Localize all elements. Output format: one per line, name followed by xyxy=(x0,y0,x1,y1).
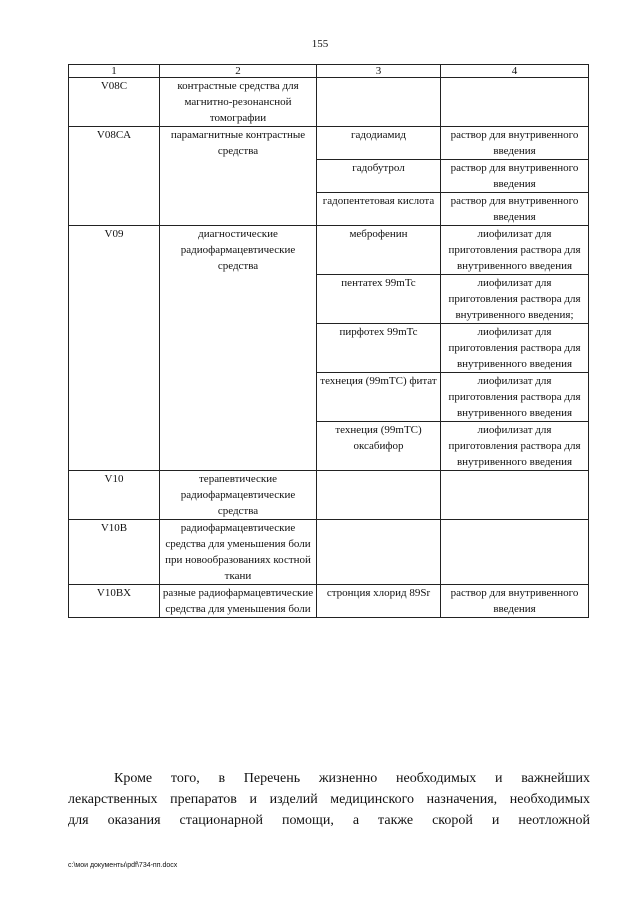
table-header-row xyxy=(69,65,589,78)
pharmacological-group-cell: радиофармацевтические средства для уменьшения боли при новообразованиях костной ткани xyxy=(160,520,317,585)
dosage-form-cell: раствор для внутривенного введения xyxy=(441,585,589,618)
dosage-form-cell xyxy=(441,471,589,520)
column-header: 3 xyxy=(317,65,441,78)
dosage-form-cell: раствор для внутривенного введения xyxy=(441,127,589,160)
atc-code-cell: V08CA xyxy=(69,127,160,226)
drug-name-cell xyxy=(317,78,441,127)
dosage-form-cell xyxy=(441,78,589,127)
table-row xyxy=(69,520,589,585)
drug-name-cell xyxy=(317,520,441,585)
drug-name-cell: пирфотех 99mTc xyxy=(317,324,441,373)
pharmacological-group-cell: контрастные средства для магнитно-резонансной томографии xyxy=(160,78,317,127)
dosage-form-cell: лиофилизат для приготовления раствора для внутривенного введения; xyxy=(441,275,589,324)
dosage-form-cell: лиофилизат для приготовления раствора для внутривенного введения xyxy=(441,373,589,422)
table-row xyxy=(69,471,589,520)
pharmacological-group-cell: разные радиофармацевтические средства для уменьшения боли xyxy=(160,585,317,618)
footer-file-path: c:\мои документы\pdf\734-пп.docx xyxy=(68,862,178,869)
body-paragraph xyxy=(68,768,590,831)
table-row xyxy=(69,127,589,160)
drug-name-cell: технеция (99mTC) фитат xyxy=(317,373,441,422)
paragraph-line: для оказания стационарной помощи, а также скорой и неотложной xyxy=(68,813,590,828)
pharmacological-group-cell: диагностические радиофармацевтические средства xyxy=(160,226,317,471)
paragraph-line: Кроме того, в Перечень жизненно необходимых и важнейших xyxy=(114,771,590,786)
table-row xyxy=(69,226,589,275)
drug-name-cell: гадодиамид xyxy=(317,127,441,160)
pharmacological-group-cell: парамагнитные контрастные средства xyxy=(160,127,317,226)
table-row xyxy=(69,585,589,618)
drug-name-cell: технеция (99mTC) оксабифор xyxy=(317,422,441,471)
drug-name-cell: пентатех 99mTc xyxy=(317,275,441,324)
drug-name-cell: гадобутрол xyxy=(317,160,441,193)
drug-name-cell: меброфенин xyxy=(317,226,441,275)
drug-list-table xyxy=(68,64,589,618)
atc-code-cell: V09 xyxy=(69,226,160,471)
table-row xyxy=(69,78,589,127)
dosage-form-cell: лиофилизат для приготовления раствора для внутривенного введения xyxy=(441,324,589,373)
drug-name-cell xyxy=(317,471,441,520)
column-header: 1 xyxy=(69,65,160,78)
drug-name-cell: гадопентетовая кислота xyxy=(317,193,441,226)
pharmacological-group-cell: терапевтические радиофармацевтические средства xyxy=(160,471,317,520)
dosage-form-cell xyxy=(441,520,589,585)
dosage-form-cell: лиофилизат для приготовления раствора для внутривенного введения xyxy=(441,422,589,471)
atc-code-cell: V10 xyxy=(69,471,160,520)
dosage-form-cell: лиофилизат для приготовления раствора для внутривенного введения xyxy=(441,226,589,275)
page-number: 155 xyxy=(311,38,329,50)
table-body xyxy=(69,65,589,618)
paragraph-line: лекарственных препаратов и изделий медицинского назначения, необходимых xyxy=(68,792,590,807)
dosage-form-cell: раствор для внутривенного введения xyxy=(441,160,589,193)
column-header: 4 xyxy=(441,65,589,78)
dosage-form-cell: раствор для внутривенного введения xyxy=(441,193,589,226)
atc-code-cell: V08C xyxy=(69,78,160,127)
drug-name-cell: стронция хлорид 89Sr xyxy=(317,585,441,618)
atc-code-cell: V10BX xyxy=(69,585,160,618)
atc-code-cell: V10B xyxy=(69,520,160,585)
column-header: 2 xyxy=(160,65,317,78)
